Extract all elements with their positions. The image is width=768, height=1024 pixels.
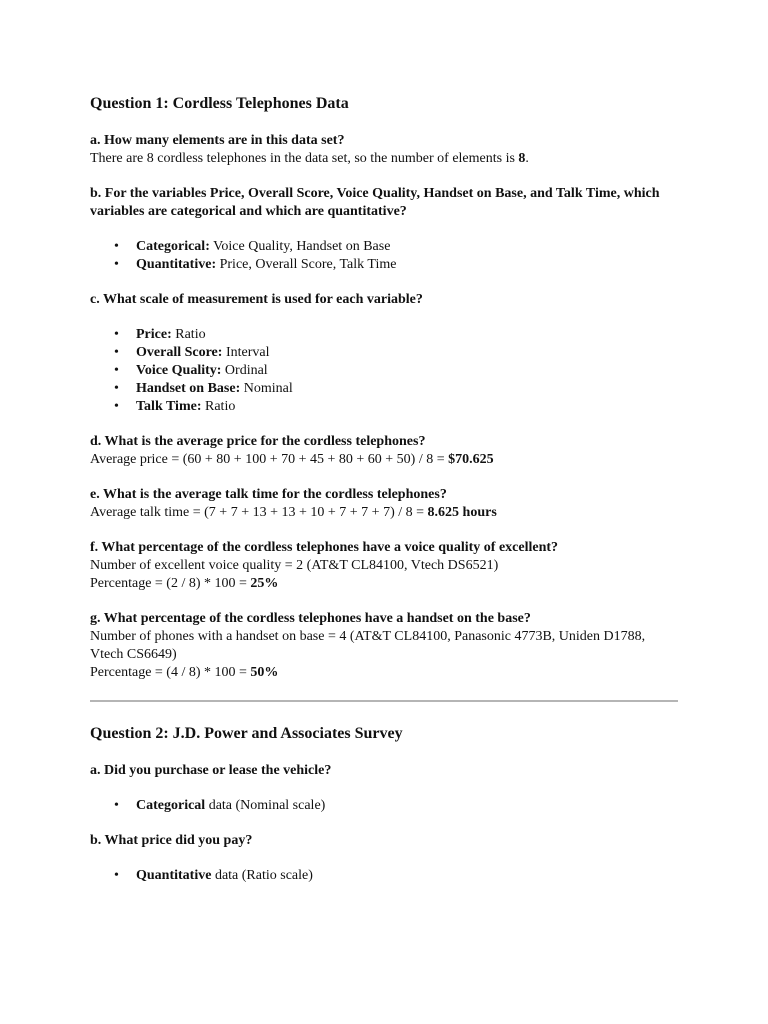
q1-f-question: f. What percentage of the cordless telephones have a voice quality of excellent? — [90, 540, 559, 555]
q1-part-a — [90, 132, 678, 168]
q1-f-count: Number of excellent voice quality = 2 (AT&T CL84100, Vtech DS6521) — [90, 558, 499, 573]
q1-f-percentage — [90, 575, 678, 593]
list-item — [136, 362, 678, 380]
list-item — [136, 797, 678, 815]
q1-d-answer-text: Average price = (60 + 80 + 100 + 70 + 45 + 80 + 60 + 50) / 8 = — [90, 452, 449, 467]
list-item-label: Voice Quality: — [136, 363, 222, 378]
q1-e-question: e. What is the average talk time for the cordless telephones? — [90, 487, 447, 502]
q2-b-question: b. What price did you pay? — [90, 833, 253, 848]
list-item-label: Categorical — [136, 798, 206, 813]
list-item-label: Overall Score: — [136, 345, 223, 360]
question-1-title: Question 1: Cordless Telephones Data — [90, 95, 349, 112]
q1-e-answer — [90, 504, 678, 522]
question-2-title: Question 2: J.D. Power and Associates Survey — [90, 725, 403, 742]
list-item — [136, 344, 678, 362]
q1-a-answer-value: 8 — [518, 151, 526, 166]
list-item-label: Price: — [136, 327, 172, 342]
q1-a-answer — [90, 150, 678, 168]
q1-a-question: a. How many elements are in this data set? — [90, 133, 345, 148]
list-item-value: Price, Overall Score, Talk Time — [216, 257, 397, 272]
list-item-label: Categorical: — [136, 239, 210, 254]
list-item-value: data (Ratio scale) — [211, 868, 313, 883]
list-item-value: Ordinal — [221, 363, 268, 378]
list-item-label: Talk Time: — [136, 399, 202, 414]
q1-b-list — [90, 238, 678, 274]
list-item-label: Quantitative: — [136, 257, 217, 272]
list-item-value: Voice Quality, Handset on Base — [209, 239, 391, 254]
list-item — [136, 256, 678, 274]
list-item-value: Ratio — [201, 399, 236, 414]
q1-a-answer-end: . — [525, 151, 529, 166]
q1-d-answer — [90, 451, 678, 469]
list-item — [136, 326, 678, 344]
q1-d-answer-value: $70.625 — [448, 452, 494, 467]
q1-c-question: c. What scale of measurement is used for each variable? — [90, 292, 423, 307]
section-divider — [90, 700, 678, 702]
q2-b-list — [90, 867, 678, 885]
q1-part-b — [90, 185, 678, 274]
q2-part-b — [90, 832, 678, 885]
q1-f-percentage-text: Percentage = (2 / 8) * 100 = — [90, 576, 251, 591]
list-item — [136, 238, 678, 256]
q1-part-g — [90, 610, 678, 682]
q1-b-question: b. For the variables Price, Overall Score, Voice Quality, Handset on Base, and Talk Time, which variables are categorical and which are quantitative? — [90, 186, 660, 219]
list-item — [136, 398, 678, 416]
q1-f-percentage-value: 25% — [250, 576, 279, 591]
q1-g-question: g. What percentage of the cordless telephones have a handset on the base? — [90, 611, 531, 626]
q1-d-question: d. What is the average price for the cordless telephones? — [90, 434, 426, 449]
q1-g-percentage-text: Percentage = (4 / 8) * 100 = — [90, 665, 251, 680]
q1-part-f — [90, 539, 678, 593]
list-item-label: Quantitative — [136, 868, 212, 883]
q1-e-answer-text: Average talk time = (7 + 7 + 13 + 13 + 10 + 7 + 7 + 7) / 8 = — [90, 505, 428, 520]
list-item — [136, 867, 678, 885]
q1-e-answer-value: 8.625 hours — [427, 505, 497, 520]
list-item-value: Interval — [222, 345, 270, 360]
list-item-label: Handset on Base: — [136, 381, 241, 396]
list-item-value: Ratio — [171, 327, 206, 342]
q1-g-percentage-value: 50% — [250, 665, 279, 680]
list-item-value: data (Nominal scale) — [205, 798, 326, 813]
q2-part-a — [90, 762, 678, 815]
q1-g-percentage — [90, 664, 678, 682]
list-item — [136, 380, 678, 398]
q1-part-e — [90, 486, 678, 522]
list-item-value: Nominal — [240, 381, 293, 396]
q1-g-count: Number of phones with a handset on base = 4 (AT&T CL84100, Panasonic 4773B, Uniden D1788, Vtech CS6649) — [90, 629, 646, 662]
q1-c-list — [90, 326, 678, 416]
q2-a-list — [90, 797, 678, 815]
q2-a-question: a. Did you purchase or lease the vehicle? — [90, 763, 332, 778]
q1-a-answer-text: There are 8 cordless telephones in the data set, so the number of elements is — [90, 151, 519, 166]
q1-part-c — [90, 291, 678, 416]
q1-part-d — [90, 433, 678, 469]
